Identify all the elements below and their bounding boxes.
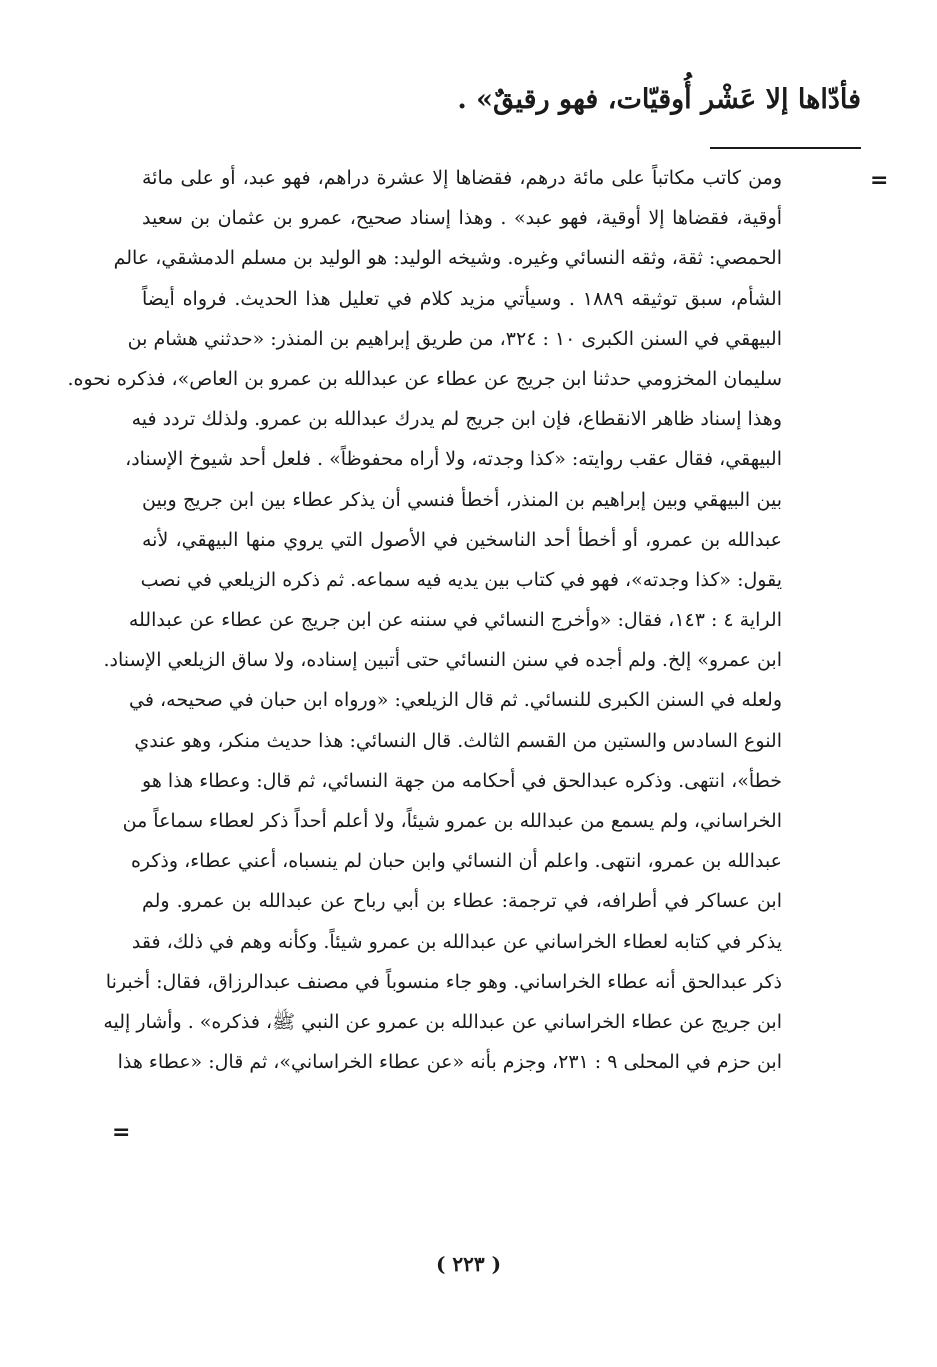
page-number: ( ٢٢٣ ) [435, 1252, 502, 1276]
footnote-line: عبدالله بن عمرو، أو أخطأ أحد الناسخين في الأصول التي يروي منها البيهقي، لأنه [142, 528, 782, 551]
footnote-line: خطأ»، انتهى. وذكره عبدالحق في أحكامه من جهة النسائي، ثم قال: وعطاء هذا هو [142, 769, 782, 792]
footnote-line: ومن كاتب مكاتباً على مائة درهم، فقضاها إلا عشرة دراهم، فهو عبد، أو على مائة [142, 167, 782, 189]
footnote-line: يذكر في كتابه لعطاء الخراساني عن عبدالله بن عمرو شيئاً. وكأنه وهم في ذلك، فقد [131, 930, 782, 953]
footnote-line: ذكر عبدالحق أنه عطاء الخراساني. وهو جاء منسوباً في مصنف عبدالرزاق، فقال: أخبرنا [105, 970, 782, 993]
footnote-line: الشأم، سبق توثيقه ١٨٨٩ . وسيأتي مزيد كلام في تعليل هذا الحديث. فرواه أيضاً [142, 287, 783, 310]
footnote-line: عبدالله بن عمرو، انتهى. واعلم أن النسائي وابن حبان لم ينسباه، أعني عطاء، وذكره [130, 850, 782, 873]
footnote-line: ابن جريج عن عطاء الخراساني عن عبدالله بن عمرو عن النبي ﷺ، فذكره» . وأشار إليه [103, 1010, 782, 1033]
footnote-line: البيهقي في السنن الكبرى ١٠ : ٣٢٤، من طريق إبراهيم بن المنذر: «حدثني هشام بن [127, 327, 782, 350]
continuation-mark-bottom: = [112, 1120, 131, 1145]
footnote-line: بين البيهقي وبين إبراهيم بن المنذر، أخطأ فنسي أن يذكر عطاء بين ابن جريج وبين [142, 488, 782, 511]
footnote-line: وهذا إسناد ظاهر الانقطاع، فإن ابن جريج لم يدرك عبدالله بن عمرو. ولذلك تردد فيه [131, 408, 782, 431]
footnote-line: ابن عساكر في أطرافه، في ترجمة: عطاء بن أبي رباح عن عبدالله بن عمرو. ولم [142, 890, 782, 913]
footnote-line: ابن عمرو» إلخ. ولم أجده في سنن النسائي حتى أتبين إسناده، ولا ساق الزيلعي الإسناد. [103, 649, 782, 672]
footnote-separator [710, 147, 861, 149]
footnote-line: الحمصي: ثقة، وثقه النسائي وغيره. وشيخه الوليد: هو الوليد بن مسلم الدمشقي، عالم [113, 247, 782, 270]
footnote-line: يقول: «كذا وجدته»، فهو في كتاب بين يديه فيه سماعه. ثم ذكره الزيلعي في نصب [140, 568, 782, 591]
footnote-line: أوقية، فقضاها إلا أوقية، فهو عبد» . وهذا إسناد صحيح، عمرو بن عثمان بن سعيد [142, 207, 782, 230]
footnote-line: الخراساني، ولم يسمع من عبدالله بن عمرو شيئاً، ولا أعلم أحداً ذكر لعطاء سماعاً من [122, 810, 782, 832]
footnote-line: النوع السادس والستين من القسم الثالث. قال النسائي: هذا حديث منكر، وهو عندي [134, 729, 782, 752]
footnote-line: ابن حزم في المحلى ٩ : ٢٣١، وجزم بأنه «عن عطاء الخراساني»، ثم قال: «عطاء هذا [117, 1051, 782, 1074]
footnote-line: سليمان المخزومي حدثنا ابن جريج عن عطاء عن عبدالله بن عمرو بن العاص»، فذكره نحوه. [67, 367, 782, 390]
continuation-mark-top: = [870, 168, 889, 193]
main-text-line: فأدّاها إلا عَشْر أُوقيّات، فهو رقيقٌ» . [457, 84, 861, 115]
footnote-line: الراية ٤ : ١٤٣، فقال: «وأخرج النسائي في سننه عن ابن جريج عن عطاء عن عبدالله [128, 609, 782, 632]
footnote-line: البيهقي، فقال عقب روايته: «كذا وجدته، ولا أراه محفوظاً» . فلعل أحد شيوخ الإسناد، [125, 448, 782, 471]
footnote-block [67, 158, 783, 1082]
footnote-line: ولعله في السنن الكبرى للنسائي. ثم قال الزيلعي: «ورواه ابن حبان في صحيحه، في [129, 689, 782, 712]
